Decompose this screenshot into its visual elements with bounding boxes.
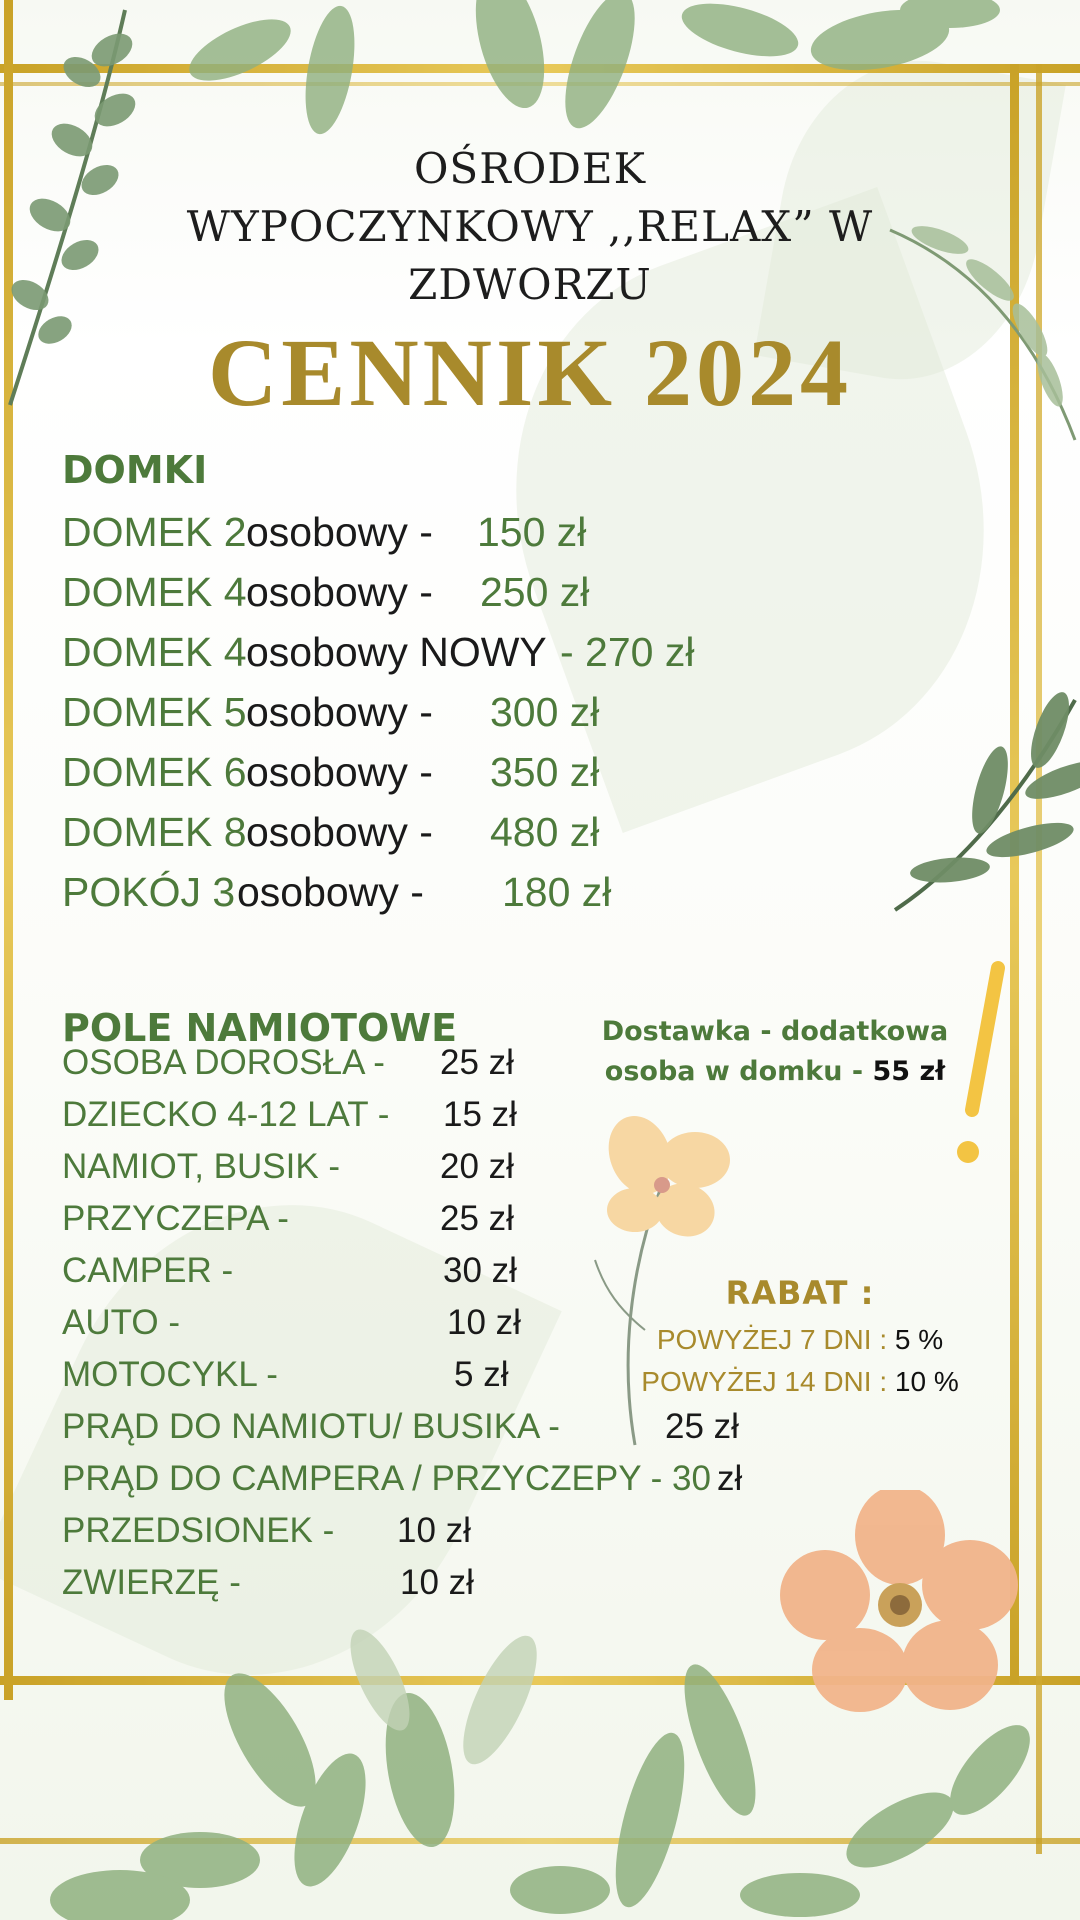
- resort-name: [140, 140, 920, 314]
- pole-namiotowe-heading: POLE NAMIOTOWE: [62, 1006, 458, 1050]
- item-price: 180 zł: [502, 869, 612, 915]
- resort-name-line-3: ZDWORZU: [408, 260, 652, 309]
- item-price: 25 zł: [440, 1199, 514, 1238]
- item-price: 10 zł: [447, 1303, 521, 1342]
- item-label: CAMPER -: [62, 1251, 234, 1290]
- discount-line-14-days: [610, 1362, 990, 1402]
- extra-bed-price: 55 zł: [872, 1056, 946, 1087]
- item-price: 350 zł: [490, 749, 600, 795]
- discount-value: 5 %: [894, 1324, 944, 1355]
- item-price: 30 zł: [443, 1251, 517, 1290]
- page-title: CENNIK 2024: [207, 319, 853, 426]
- item-price: 20 zł: [440, 1147, 514, 1186]
- item-type: osobowy -: [246, 749, 433, 795]
- item-price: 15 zł: [443, 1095, 517, 1134]
- item-price: 250 zł: [480, 569, 590, 615]
- item-label: PRZEDSIONEK -: [62, 1511, 335, 1550]
- item-name: DOMEK 4: [62, 629, 247, 675]
- extra-bed-label: osoba w domku -: [604, 1056, 864, 1087]
- item-price: 10 zł: [400, 1563, 474, 1602]
- item-label: PRĄD DO NAMIOTU/ BUSIKA -: [62, 1407, 560, 1446]
- item-type: osobowy -: [246, 569, 433, 615]
- item-type: osobowy -: [246, 809, 433, 855]
- item-price: 25 zł: [440, 1043, 514, 1082]
- item-price: - 270 zł: [560, 629, 695, 675]
- item-name: DOMEK 2: [62, 509, 247, 555]
- item-label: NAMIOT, BUSIK -: [62, 1147, 341, 1186]
- item-label: ZWIERZĘ -: [62, 1563, 241, 1602]
- item-label: PRZYCZEPA -: [62, 1199, 289, 1238]
- item-name: DOMEK 8: [62, 809, 247, 855]
- item-price: zł: [717, 1459, 743, 1498]
- discount-label: POWYŻEJ 14 DNI :: [641, 1366, 888, 1397]
- discount-heading: RABAT :: [725, 1274, 875, 1312]
- item-name: POKÓJ 3: [62, 869, 236, 915]
- item-price: 5 zł: [454, 1355, 509, 1394]
- item-type: osobowy NOWY: [246, 629, 547, 675]
- item-type: osobowy -: [237, 869, 424, 915]
- domki-heading: DOMKI: [62, 448, 208, 492]
- item-label: DZIECKO 4-12 LAT -: [62, 1095, 390, 1134]
- item-price: 10 zł: [397, 1511, 471, 1550]
- extra-bed-line-2: [575, 1052, 975, 1092]
- item-label: AUTO -: [62, 1303, 180, 1342]
- resort-name-line-1: OŚRODEK: [414, 144, 646, 193]
- discount-value: 10 %: [894, 1366, 959, 1397]
- item-label: MOTOCYKL -: [62, 1355, 278, 1394]
- discount-line-7-days: [610, 1320, 990, 1360]
- item-name: DOMEK 5: [62, 689, 247, 735]
- extra-bed-line-1: Dostawka - dodatkowa: [601, 1016, 949, 1047]
- discount-label: POWYŻEJ 7 DNI :: [656, 1324, 888, 1355]
- resort-name-line-2: WYPOCZYNKOWY ,,RELAX” W: [186, 202, 874, 251]
- item-label: PRĄD DO CAMPERA / PRZYCZEPY - 30: [62, 1459, 711, 1498]
- item-price: 150 zł: [477, 509, 587, 555]
- item-label: OSOBA DOROSŁA -: [62, 1043, 385, 1082]
- item-price: 300 zł: [490, 689, 600, 735]
- item-name: DOMEK 6: [62, 749, 247, 795]
- item-name: DOMEK 4: [62, 569, 247, 615]
- item-price: 25 zł: [665, 1407, 739, 1446]
- extra-bed-note: [575, 1012, 975, 1092]
- item-price: 480 zł: [490, 809, 600, 855]
- item-type: osobowy -: [246, 509, 433, 555]
- item-type: osobowy -: [246, 689, 433, 735]
